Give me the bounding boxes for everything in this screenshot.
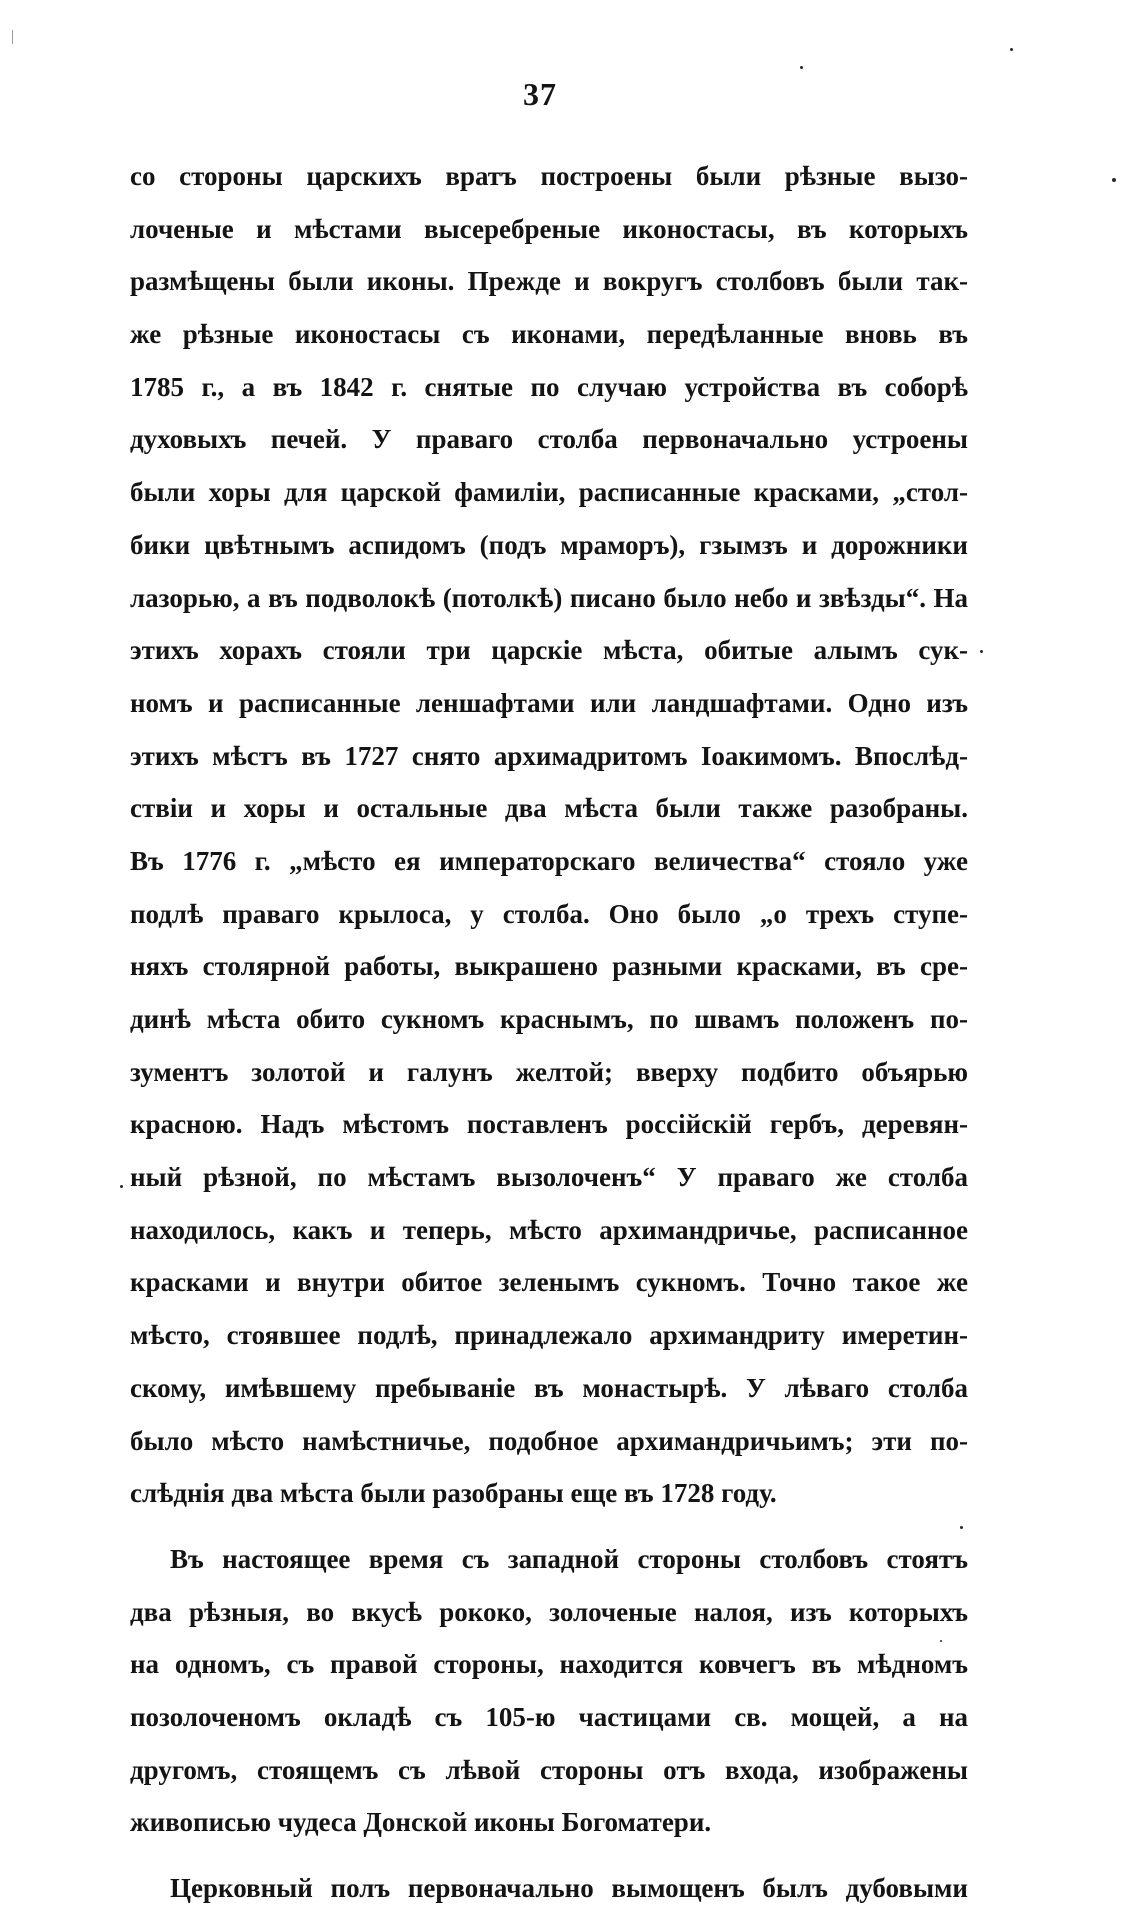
text-line: позолоченомъ окладѣ съ 105-ю частицами св. мощей, а на (130, 1701, 968, 1732)
scan-speck (800, 66, 803, 69)
text-line: размѣщены были иконы. Прежде и вокругъ столбовъ были так- (130, 266, 968, 297)
scan-speck (980, 650, 983, 653)
paragraph-3 (130, 1862, 968, 1915)
text-line: на одномъ, съ правой стороны, находится ковчегъ въ мѣдномъ (130, 1649, 968, 1680)
text-line: 1785 г., а въ 1842 г. снятые по случаю устройства въ соборѣ (130, 371, 968, 402)
text-line: были хоры для царской фамиліи, расписанные красками, „стол- (130, 477, 968, 508)
text-line: подлѣ праваго крылоса, у столба. Оно было „о трехъ ступе- (130, 898, 968, 929)
text-line: скому, имѣвшему пребываніе въ монастырѣ. У лѣваго столба (130, 1372, 968, 1403)
paragraph-2 (130, 1533, 968, 1849)
text-line: другомъ, стоящемъ съ лѣвой стороны отъ входа, изображены (130, 1754, 968, 1785)
text-line: Въ настоящее время съ западной стороны столбовъ стоятъ (170, 1543, 968, 1574)
text-line: мѣсто, стоявшее подлѣ, принадлежало архимандриту имеретин- (130, 1320, 968, 1351)
paragraph-1 (130, 150, 968, 1520)
text-line: со стороны царскихъ вратъ построены были рѣзные вызо- (130, 161, 968, 191)
text-line: ствіи и хоры и остальные два мѣста были также разобраны. (130, 793, 968, 824)
text-line: находилось, какъ и теперь, мѣсто архимандричье, расписанное (130, 1214, 968, 1245)
text-line: слѣднія два мѣста были разобраны еще въ 1728 году. (130, 1478, 777, 1509)
scan-speck (12, 30, 13, 44)
text-line: номъ и расписанные леншафтами или ландшафтами. Одно изъ (130, 687, 968, 718)
text-line: ный рѣзной, по мѣстамъ вызолоченъ“ У праваго же столба (130, 1162, 968, 1193)
text-line: этихъ мѣстъ въ 1727 снято архимадритомъ Іоакимомъ. Впослѣд- (130, 740, 968, 771)
scan-speck (120, 1185, 123, 1188)
text-line: Въ 1776 г. „мѣсто ея императорскаго величества“ стояло уже (130, 845, 968, 876)
text-line: два рѣзныя, во вкусѣ рококо, золоченые налоя, изъ которыхъ (130, 1596, 968, 1627)
text-line: духовыхъ печей. У праваго столба первоначально устроены (130, 424, 968, 455)
text-line: было мѣсто намѣстничье, подобное архимандричьимъ; эти по- (130, 1425, 968, 1456)
text-line: Церковный полъ первоначально вымощенъ былъ дубовыми (170, 1873, 968, 1903)
paragraph-gap (130, 1849, 968, 1862)
text-line: же рѣзные иконостасы съ иконами, передѣланные вновь въ (130, 319, 968, 350)
text-line: няхъ столярной работы, выкрашено разными красками, въ сре- (130, 951, 968, 982)
body-text (130, 150, 968, 1915)
text-line: лоченые и мѣстами высеребреные иконостасы, въ которыхъ (130, 213, 968, 244)
scan-speck (1010, 48, 1013, 51)
scan-speck (1112, 178, 1116, 182)
text-line: лазорью, а въ подволокѣ (потолкѣ) писано было небо и звѣзды“. На (130, 582, 968, 613)
page-number: 37 (523, 76, 557, 112)
text-line: бики цвѣтнымъ аспидомъ (подъ мраморъ), гзымзъ и дорожники (130, 529, 968, 560)
paragraph-gap (130, 1520, 968, 1533)
text-line: зументъ золотой и галунъ желтой; вверху подбито объярью (130, 1056, 968, 1087)
text-line: красною. Надъ мѣстомъ поставленъ россійскій гербъ, деревян- (130, 1109, 968, 1140)
scan-speck (940, 1640, 942, 1642)
text-line: динѣ мѣста обито сукномъ краснымъ, по швамъ положенъ по- (130, 1004, 968, 1034)
text-line: красками и внутри обитое зеленымъ сукномъ. Точно такое же (130, 1267, 968, 1298)
text-line: этихъ хорахъ стояли три царскіе мѣста, обитые алымъ сук- (130, 635, 968, 666)
text-line: живописью чудеса Донской иконы Богоматери. (130, 1807, 712, 1838)
scan-speck (960, 1526, 963, 1529)
